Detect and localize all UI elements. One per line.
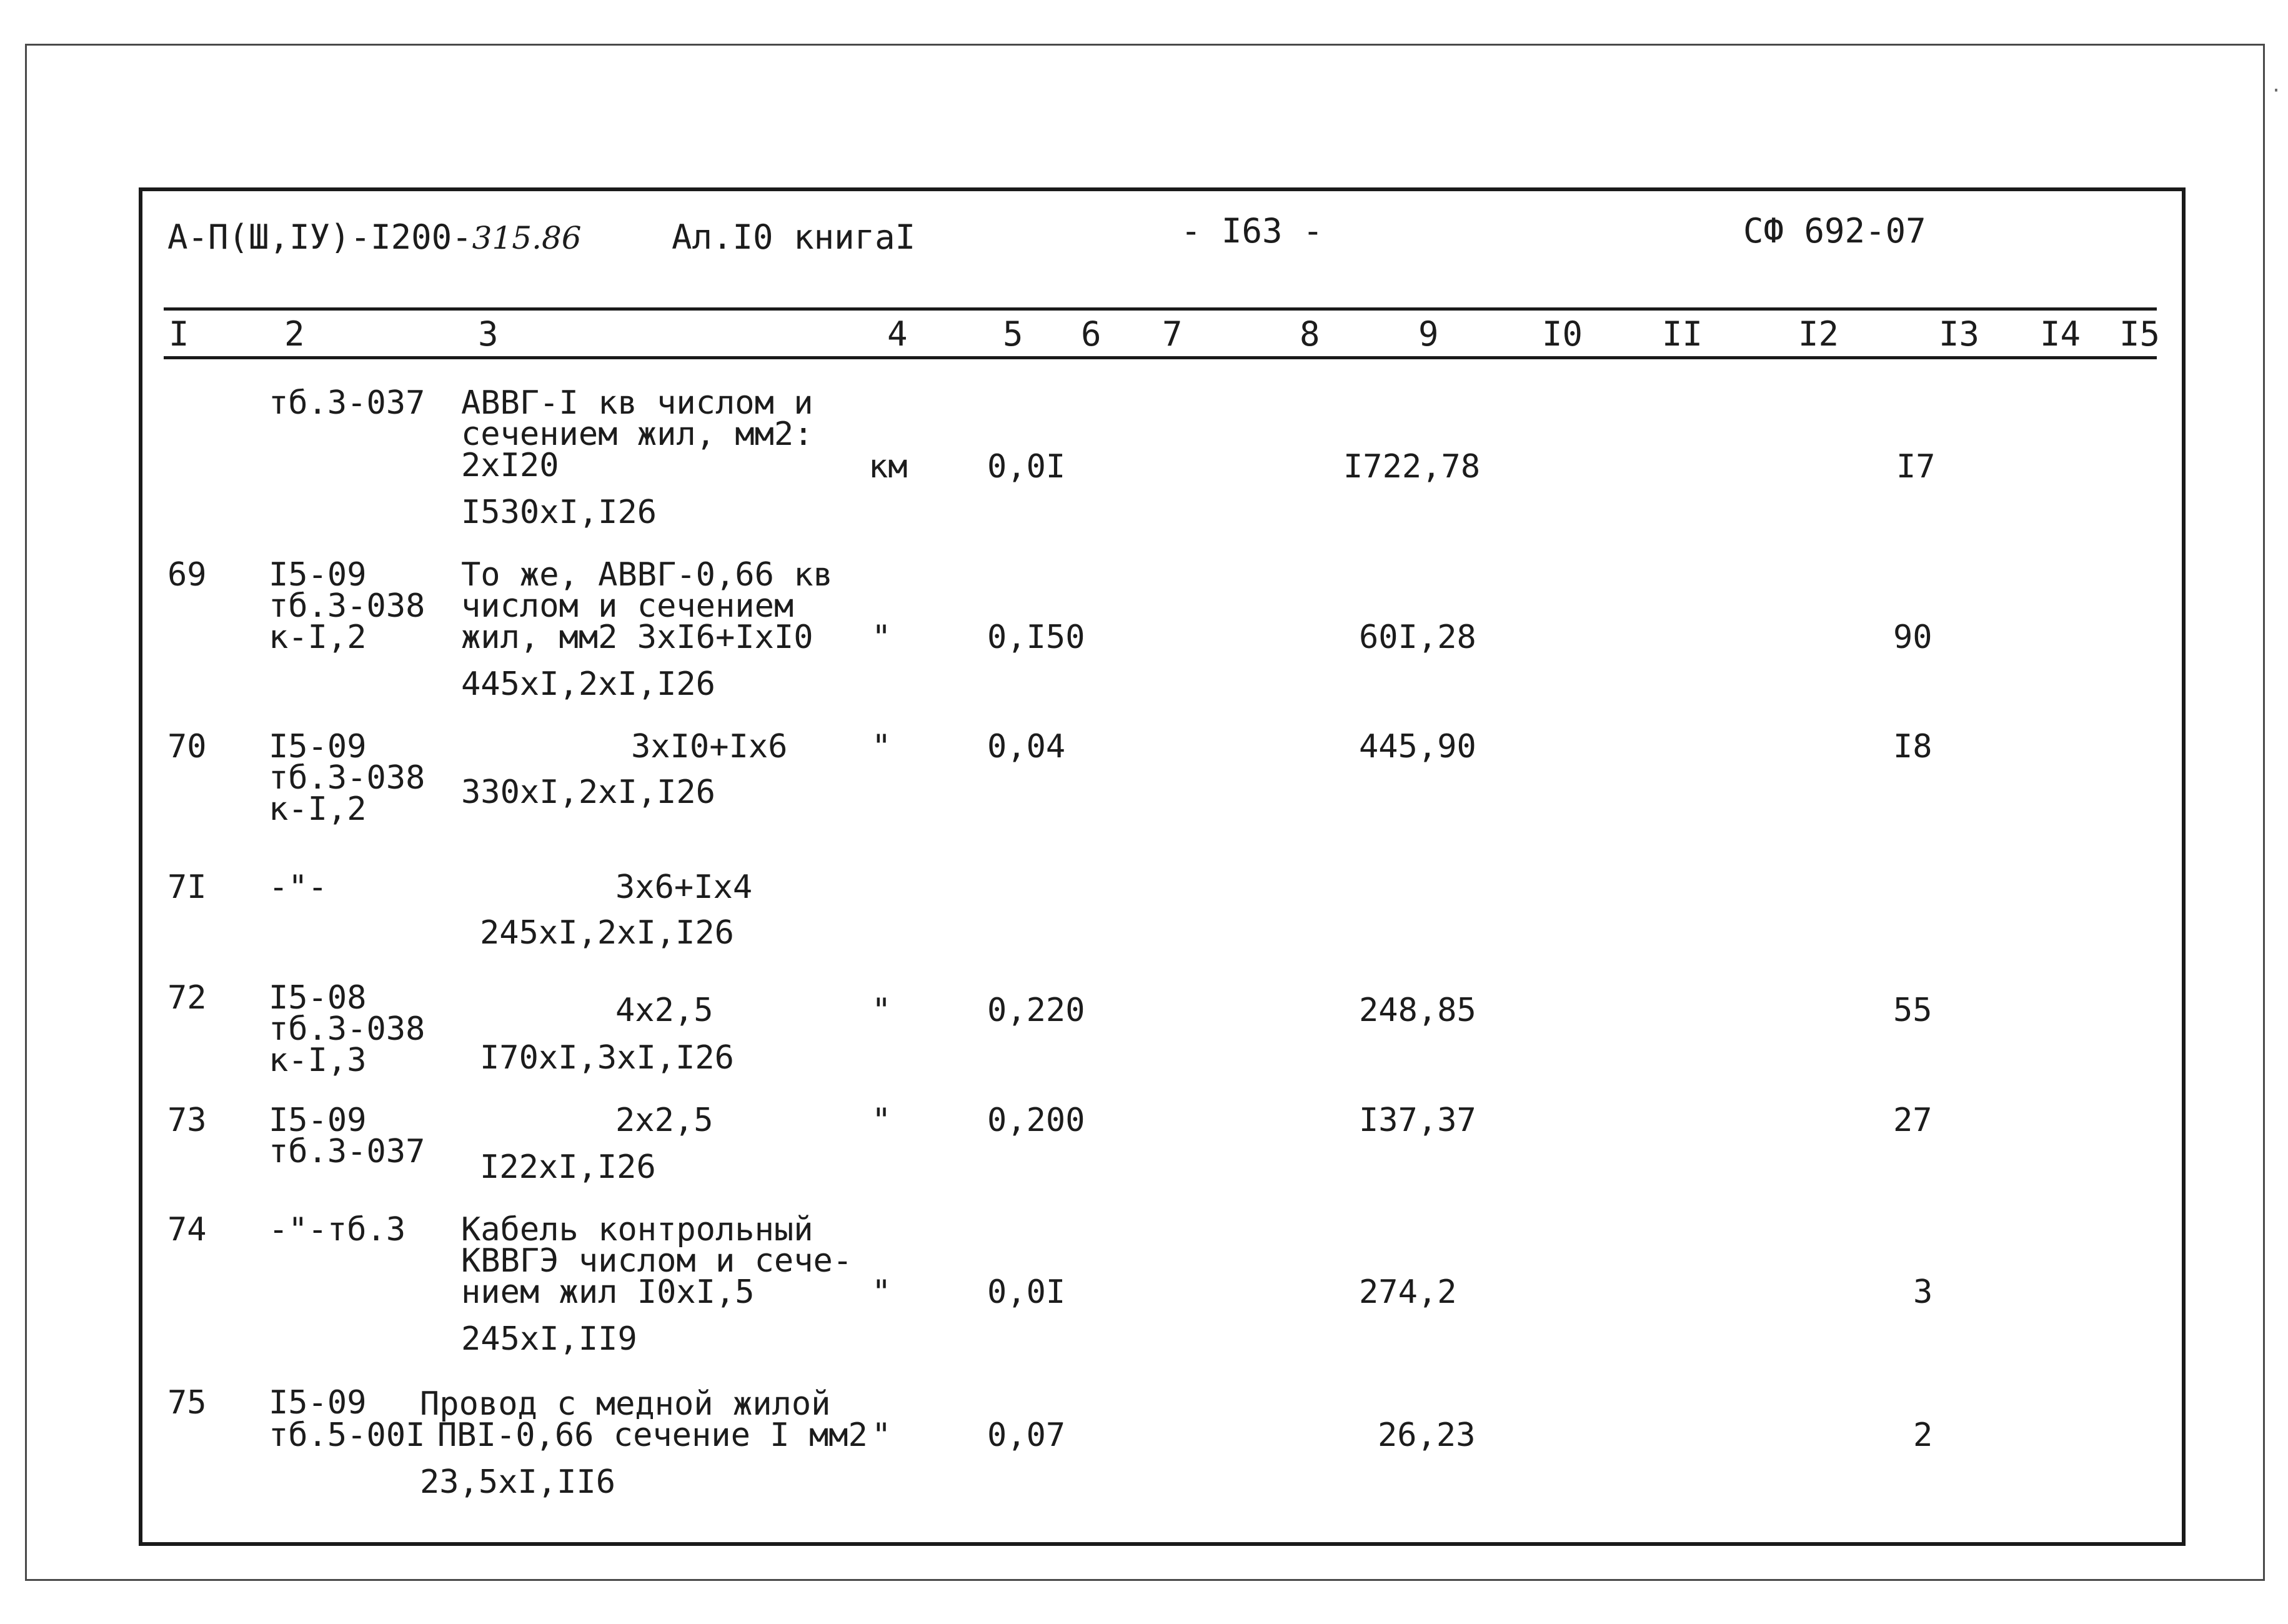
row-price: 248,85 [1359,992,1476,1029]
col-header-10: I0 [1542,314,1583,354]
row-price: 445,90 [1359,728,1476,765]
row-code: I5-09 [269,1102,367,1139]
col-header-15: I5 [2119,314,2161,354]
row-calc: I530хI,I26 [461,494,657,531]
row-desc: сечением жил, мм2: [461,416,813,453]
row-qty: 0,07 [987,1417,1066,1454]
row-price: 26,23 [1378,1417,1476,1454]
row-code: к-I,3 [269,1042,367,1079]
row-col13: 55 [1893,992,1932,1029]
row-unit: " [872,992,892,1029]
row-calc: 23,5хI,II6 [420,1463,616,1501]
header-bottom-rule [164,356,2157,359]
row-code: -"-тб.3 [269,1211,406,1248]
row-unit: " [872,1417,892,1454]
row-code: к-I,2 [269,790,367,828]
row-desc: числом и сечением [461,587,794,625]
row-price: 60I,28 [1359,619,1476,656]
row-calc: I70хI,3хI,I26 [480,1039,734,1077]
row-price: I722,78 [1343,448,1481,486]
row-number: 7I [167,869,207,906]
row-unit: км [868,448,908,486]
col-header-1: I [169,314,189,354]
row-code: -"- [269,869,327,906]
row-desc: 4х2,5 [615,992,714,1029]
row-desc: КВВГЭ числом и сече- [461,1242,853,1280]
col-header-9: 9 [1418,314,1439,354]
col-header-2: 2 [284,314,305,354]
document-code: А-П(Ш,IУ)-I200-315.86 [167,217,582,257]
album-label: Ал.I0 книгаI [672,217,916,257]
row-desc: Провод с медной жилой [420,1385,831,1423]
row-code: I5-09 [269,728,367,765]
row-unit: " [872,728,892,765]
row-unit: " [872,619,892,656]
row-unit: " [872,1273,892,1311]
col-header-3: 3 [478,314,499,354]
row-calc: 245хI,2хI,I26 [480,914,734,952]
row-qty: 0,0I [987,448,1066,486]
document-frame [139,187,2186,1546]
row-code: I5-09 [269,1384,367,1422]
row-col13: 3 [1913,1273,1933,1311]
row-desc: 3х6+Iх4 [615,869,753,906]
col-header-13: I3 [1939,314,1980,354]
row-code: тб.5-00I [269,1417,425,1454]
row-calc: I22хI,I26 [480,1148,656,1186]
page-number: - I63 - [1181,211,1323,251]
row-code: тб.3-038 [269,1010,425,1048]
col-header-11: II [1662,314,1703,354]
row-number: 69 [167,556,207,594]
col-header-7: 7 [1162,314,1183,354]
col-header-8: 8 [1300,314,1320,354]
col-header-4: 4 [887,314,908,354]
stamp-code: СФ 692-07 [1743,211,1926,251]
row-code: тб.3-038 [269,587,425,625]
row-desc: ПВI-0,66 сечение I мм2 [437,1417,868,1454]
row-desc: нием жил I0хI,5 [461,1273,755,1311]
row-qty: 0,I50 [987,619,1085,656]
row-desc: 3хI0+Iх6 [631,728,788,765]
row-code: тб.3-038 [269,759,425,797]
row-desc: жил, мм2 3хI6+IхI0 [461,619,813,656]
row-qty: 0,04 [987,728,1066,765]
row-number: 74 [167,1211,207,1248]
row-qty: 0,200 [987,1102,1085,1139]
row-desc: То же, АВВГ-0,66 кв [461,556,833,594]
row-col13: 90 [1893,619,1932,656]
row-price: I37,37 [1359,1102,1476,1139]
row-qty: 0,0I [987,1273,1066,1311]
row-qty: 0,220 [987,992,1085,1029]
row-unit: " [872,1102,892,1139]
row-code: I5-09 [269,556,367,594]
row-col13: I7 [1896,448,1936,486]
row-desc: АВВГ-I кв числом и [461,384,813,422]
row-calc: 445хI,2хI,I26 [461,665,715,703]
col-header-12: I2 [1798,314,1839,354]
row-desc: 2хI20 [461,447,559,484]
row-col13: 2 [1913,1417,1933,1454]
row-col13: 27 [1893,1102,1932,1139]
row-desc: 2х2,5 [615,1102,714,1139]
row-code: тб.3-037 [269,384,425,422]
row-code: к-I,2 [269,619,367,656]
corner-mark: · [2271,80,2282,102]
row-number: 72 [167,979,207,1017]
col-header-6: 6 [1081,314,1102,354]
row-number: 75 [167,1384,207,1422]
col-header-14: I4 [2040,314,2081,354]
row-desc: Кабель контрольный [461,1211,813,1248]
row-calc: 245хI,II9 [461,1320,637,1358]
row-price: 274,2 [1359,1273,1457,1311]
row-code: I5-08 [269,979,367,1017]
row-code: тб.3-037 [269,1133,425,1170]
row-calc: 330хI,2хI,I26 [461,774,715,811]
row-col13: I8 [1893,728,1932,765]
header-top-rule [164,307,2157,311]
row-number: 73 [167,1102,207,1139]
col-header-5: 5 [1003,314,1023,354]
row-number: 70 [167,728,207,765]
